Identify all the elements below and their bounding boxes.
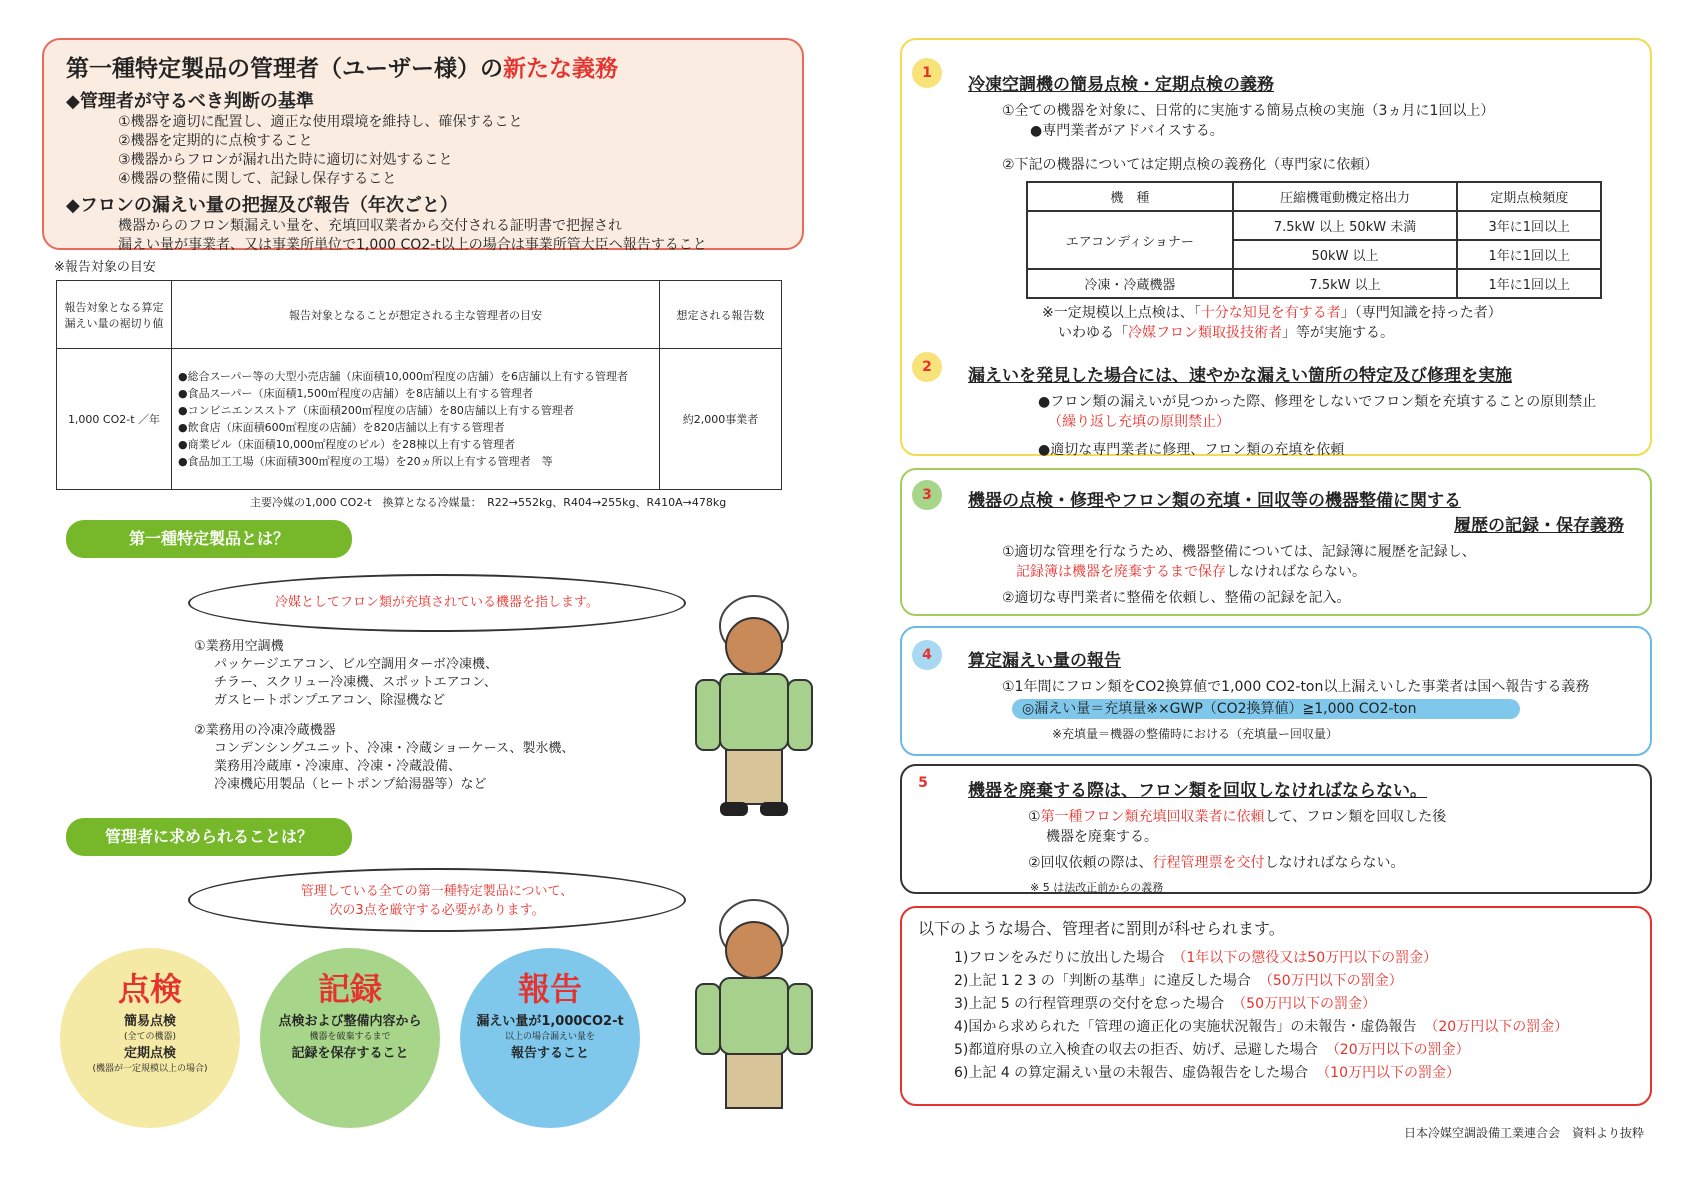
duty-circle-line: 漏えい量が1,000CO2-t [476,1014,624,1029]
criteria-item: ②機器を定期的に点検すること [118,133,313,149]
need-bubble: 管理している全ての第一種特定製品について、 次の3点を厳守する必要があります。 [188,868,686,932]
duty-circle-line: 記録を保存すること [291,1046,409,1061]
manager-item: ●食品スーパー（床面積1,500㎡程度の店舗）を8店舗以上有する管理者 [178,387,533,400]
duty-circle-title: 報告 [517,970,582,1008]
inspection-table: 機 種 圧縮機電動機定格出力 定期点検頻度 エアコンディショナー 7.5kW 以上 50kW 未満 3年に1回以上 50kW 以上 1年に1回以上 冷凍・冷蔵機器 7.5kW 以上 1年に1回以上 [1026,181,1602,299]
duty-circle [260,948,440,1128]
manager-item: ●飲食店（床面積600㎡程度の店舗）を820店舗以上有する管理者 [178,421,505,434]
duty-circle-line: 簡易点検 [123,1014,176,1029]
what-list: ①業務用空調機 パッケージエアコン、ビル空調用ターボ冷凍機、 チラー、スクリュー冷凍機、スポットエアコン、 ガスヒートポンプエアコン、除湿機など ②業務用の冷凍冷蔵機器 コンデンシングユニット、冷凍・冷蔵ショーケース、製氷機、 業務用冷蔵庫・冷凍庫、冷凍・冷蔵設備、 冷凍機応用製品（ヒートポンプ給湯器等）など [194,639,575,792]
guide-managers [172,349,660,490]
need-pill: 管理者に求められることは？ [66,818,352,856]
device-line: パッケージエアコン、ビル空調用ターボ冷凍機、 [214,657,499,672]
duty-3-box: 3 機器の点検・修理やフロン類の充填・回収等の機器整備に関する 履歴の記録・保存義務 ①適切な管理を行なうため、機器整備については、記録簿に履歴を記録し、 記録簿は機器を廃棄するまで保存しなければならない。 ②適切な専門業者に整備を依頼し、整備の記録を記入。 [900,468,1652,616]
duty-circle-line: 定期点検 [123,1046,176,1061]
manager-item: ●コンビニエンスストア（床面積200㎡程度の店舗）を80店舗以上有する管理者 [178,404,574,417]
penalty-item [918,947,1634,970]
what-is-pill: 第一種特定製品とは？ [66,520,352,558]
penalty-fine: （50万円以下の罰金） [1232,996,1377,1012]
criteria-item: ③機器からフロンが漏れ出た時に適切に対処すること [118,152,453,168]
obligations-title: 第一種特定製品の管理者（ユーザー様）の新たな義務 [66,56,618,82]
duty-circle-line: (全ての機器) [123,1032,177,1042]
what-bubble: 冷媒としてフロン類が充填されている機器を指します。 [188,574,686,632]
guide-th-threshold: 報告対象となる算定漏えい量の裾切り値 [57,281,172,349]
duty-4-box: 4 算定漏えい量の報告 ①1年間にフロン類をCO2換算値で1,000 CO2-ton以上漏えいした事業者は国へ報告する義務 ◎漏えい量＝充填量※×GWP（CO2換算値）≧1,000 CO2-ton ※充填量＝機器の整備時における（充填量ー回収量） [900,626,1652,756]
device-line: 冷凍機応用製品（ヒートポンプ給湯器等）など [214,777,487,792]
device-line: チラー、スクリュー冷凍機、スポットエアコン、 [214,675,497,690]
penalty-fine: （50万円以下の罰金） [1258,973,1403,989]
guide-note: ※報告対象の目安 [54,260,156,275]
penalty-text: 1)フロンをみだりに放出した場合 [954,950,1165,966]
penalty-text: 4)国から求められた「管理の適正化の実施状況報告」の未報告・虚偽報告 [954,1019,1417,1035]
penalty-box: 以下のような場合、管理者に罰則が科せられます。 1)フロンをみだりに放出した場合 （1年以下の懲役又は50万円以下の罰金） 2)上記 1 2 3 の「判断の基準」に違反した場合 （50万円以下の罰金） 3)上記 5 の行程管理票の交付を怠った場合 （50万円以下の罰金） 4)国から求められた「管理の適正化の実施状況報告」の未報告・虚偽報告 （20万円以下の罰金） 5)都道府県の立入検査の収去の拒否、妨げ、忌避した場合 （20万円以下の罰金） 6)上記 4 の算定漏えい量の未報告、虚偽報告をした場合 （10万円以下の罰金） [900,906,1652,1106]
guide-threshold: 1,000 CO2-t ／年 [57,349,172,490]
criteria-heading: ◆管理者が守るべき判断の基準 [66,91,314,112]
device-line: 業務用冷蔵庫・冷凍庫、冷凍・冷蔵設備、 [214,759,462,774]
worker-illustration [686,580,822,820]
penalty-text: 2)上記 1 2 3 の「判断の基準」に違反した場合 [954,973,1251,989]
manager-item: ●食品加工工場（床面積300㎡程度の工場）を20ヵ所以上有する管理者 等 [178,455,553,468]
guide-th-count: 想定される報告数 [660,281,782,349]
obligations-box [42,38,804,253]
duty-circle [460,948,640,1128]
penalty-text: 6)上記 4 の算定漏えい量の未報告、虚偽報告をした場合 [954,1065,1309,1081]
leak-report-item: 漏えい量が事業者、又は事業所単位で1,000 CO2-t以上の場合は事業所管大臣へ報告すること [118,237,707,253]
duty-circle-title: 点検 [117,970,182,1008]
duty-circle [60,948,240,1128]
device-line: ガスヒートポンプエアコン、除湿機など [214,693,446,708]
penalty-fine: （1年以下の懲役又は50万円以下の罰金） [1172,950,1438,966]
refrigerant-foot: 主要冷媒の1,000 CO2-t 換算となる冷媒量： R22→552kg、R404→255kg、R410A→478kg [250,496,727,509]
duty-circle-line: 以上の場合漏えい量を [504,1032,595,1042]
penalty-item [918,1016,1634,1039]
duty-circle-line: 点検および整備内容から [278,1014,422,1029]
criteria-item: ①機器を適切に配置し、適正な使用環境を維持し、確保すること [118,114,523,130]
duty-circle-title: 記録 [317,970,382,1008]
penalty-item [918,993,1634,1016]
penalty-fine: （10万円以下の罰金） [1316,1065,1461,1081]
duty-5-box: 5 機器を廃棄する際は、フロン類を回収しなければならない。 ①第一種フロン類充填回収業者に依頼して、フロン類を回収した後 機器を廃棄する。 ②回収依頼の際は、行程管理票を交付しなければならない。 ※ 5 は法改正前からの義務 [900,764,1652,894]
worker-illustration-2 [686,884,822,1124]
guide-count: 約2,000事業者 [660,349,782,490]
penalty-item [918,1062,1634,1085]
duty-1-box: 1 冷凍空調機の簡易点検・定期点検の義務 ①全ての機器を対象に、日常的に実施する簡易点検の実施（3ヵ月に1回以上） ●専門業者がアドバイスする。 ②下記の機器については定期点検の義務化（専門家に依頼） 機 種 圧縮機電動機定格出力 定期点検頻度 エアコンディショナー 7.5kW 以上 50kW 未満 3年に1回以上 50kW 以上 1年に1回以上 冷凍・冷蔵機器 7.5kW 以上 1年に1回以上 ※一定規模以上点検は、「十分な知見を有する者」（専門知識を持った者） いわゆる「冷媒フロン類取扱技術者」等が実施する。 2 漏えいを発見した場合には、速やかな漏えい箇所の特定及び修理を実施 ●フロン類の漏えいが見つかった際、修理をしないでフロン類を充填することの原則禁止 （繰り返し充填の原則禁止） ●適切な専門業者に修理、フロン類の充填を依頼 [900,38,1652,456]
penalty-text: 3)上記 5 の行程管理票の交付を怠った場合 [954,996,1225,1012]
manager-item: ●商業ビル（床面積10,000㎡程度のビル）を28棟以上有する管理者 [178,438,516,451]
penalty-item [918,1039,1634,1062]
source-credit: 日本冷媒空調設備工業連合会 資料より抜粋 [1404,1126,1645,1140]
penalty-item [918,970,1634,993]
device-line: コンデンシングユニット、冷凍・冷蔵ショーケース、製氷機、 [214,741,575,756]
penalty-fine: （20万円以下の罰金） [1325,1042,1470,1058]
penalty-fine: （20万円以下の罰金） [1424,1019,1569,1035]
manager-item: ●総合スーパー等の大型小売店舗（床面積10,000㎡程度の店舗）を6店舗以上有する管理者 [178,370,628,383]
duty-circle-line: 報告すること [510,1046,589,1061]
criteria-item: ④機器の整備に関して、記録し保存すること [118,171,397,187]
duty-circle-line: (機器が一定規模以上の場合) [92,1064,208,1074]
guide-table [56,280,782,490]
penalty-text: 5)都道府県の立入検査の収去の拒否、妨げ、忌避した場合 [954,1042,1318,1058]
leak-report-item: 機器からのフロン類漏えい量を、充填回収業者から交付される証明書で把握され [118,218,622,234]
guide-th-managers: 報告対象となることが想定される主な管理者の目安 [172,281,660,349]
duty-circle-line: 機器を破棄するまで [309,1032,391,1042]
leak-report-heading: ◆フロンの漏えい量の把握及び報告（年次ごと） [66,195,458,216]
